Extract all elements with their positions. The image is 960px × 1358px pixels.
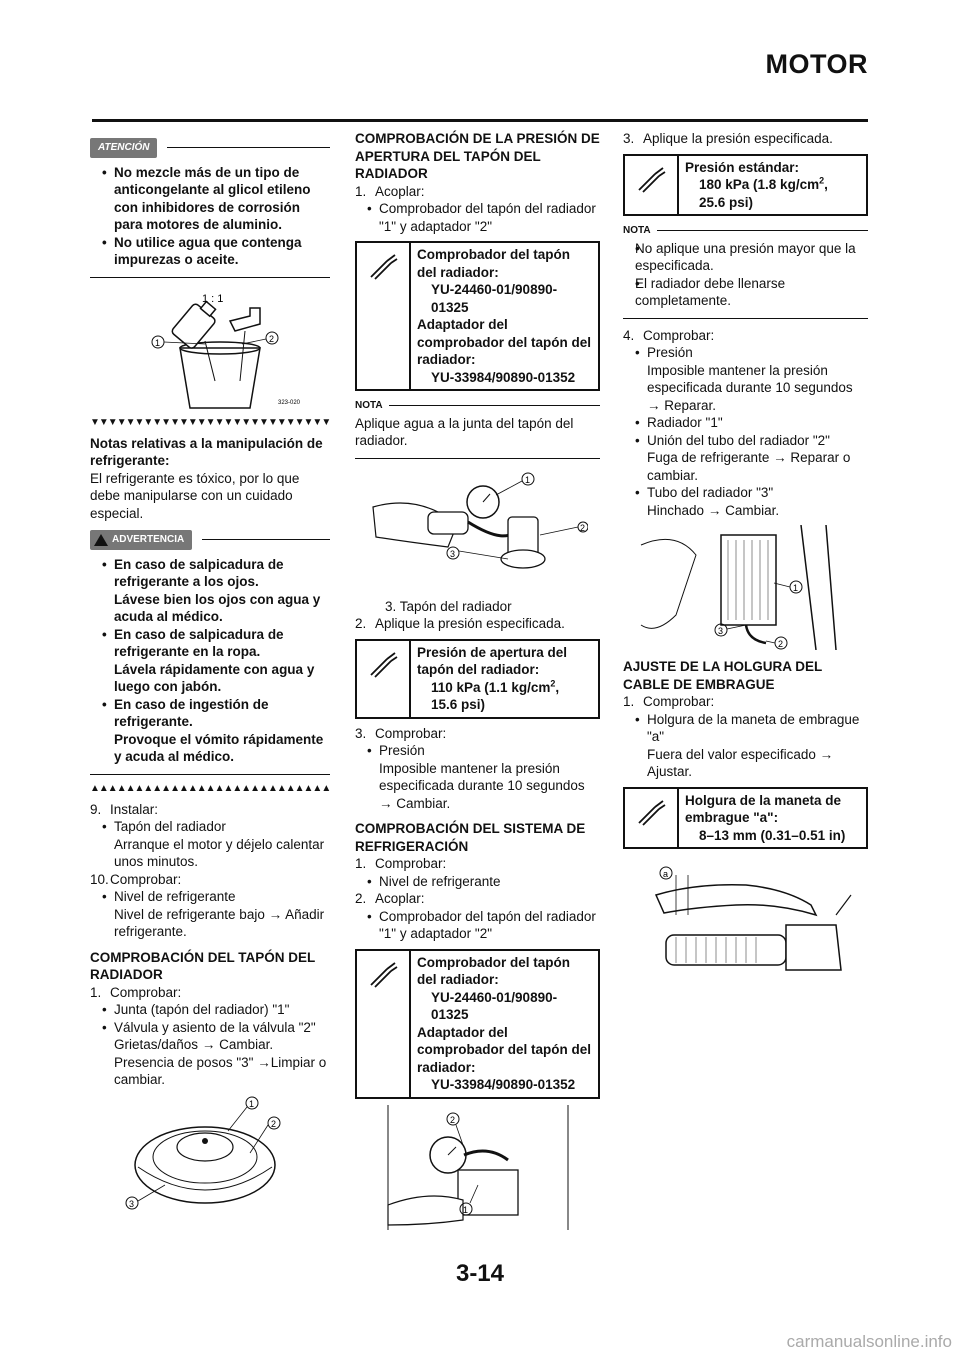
nota-text: Aplique agua a la junta del tapón del radiador.	[355, 415, 574, 448]
cap-text: Grietas/daños → Cambiar.	[114, 1037, 274, 1052]
step-3-text: Imposible mantener la presión especificada durante 10 segundos	[379, 760, 585, 793]
step-3: 3. Comprobar:	[355, 725, 447, 741]
step-4: 4. Comprobar:	[623, 327, 715, 343]
handling-title: Notas relativas a la manipulación de refrigerante:	[90, 435, 323, 468]
callout: a	[662, 869, 668, 879]
callout: 1	[462, 1204, 468, 1215]
step-9: 9. Instalar:	[90, 801, 159, 817]
figure-caption: 3. Tapón del radiador	[385, 598, 512, 614]
arrow-icon: →	[268, 906, 283, 922]
spec-icon	[633, 162, 669, 196]
tool-box: Comprobador del tapón del radiador: YU-24460-01/90890-01325 Adaptador del comprobador del tapón del radiador: YU-33984/90890-01352	[355, 241, 600, 391]
step-4-bullet: • Radiador "1"	[623, 414, 868, 432]
callout: 2	[271, 1118, 277, 1129]
cap-section-title: COMPROBACIÓN DEL TAPÓN DEL RADIADOR	[90, 949, 316, 982]
step-10-bullet: • Nivel de refrigerante	[90, 888, 330, 906]
column-1	[90, 130, 330, 1221]
step-4-bullet: • Tubo del radiador "3"	[623, 484, 868, 502]
tool-icon	[365, 957, 401, 991]
column-2	[355, 130, 600, 1236]
warning-icon	[94, 534, 108, 546]
figure-code: 323-020	[278, 399, 301, 406]
nota-header: NOTA	[623, 222, 868, 240]
clutch-text: Fuera del valor especificado → Ajustar.	[647, 746, 834, 779]
step-10: 10.Comprobar:	[90, 871, 182, 887]
warning-item: • En caso de salpicadura de refrigerante a los ojos. Lávese bien los ojos con agua y acuda al médico.	[90, 556, 330, 626]
callout: 3	[449, 548, 455, 559]
step-3-bullet: • Presión	[355, 742, 600, 760]
step-3-result: → Cambiar.	[379, 795, 451, 811]
nota-item: • No aplique una presión mayor que la especificada.	[623, 240, 868, 275]
warning-label: ADVERTENCIA	[112, 534, 185, 545]
warning-header	[90, 530, 330, 550]
step-4-text: Imposible mantener la presión especificada durante 10 segundos	[647, 362, 853, 395]
nota-item: • El radiador debe llenarse completamente.	[623, 275, 868, 310]
step-3-apply: 3. Aplique la presión especificada.	[623, 131, 833, 146]
radiator-cap-figure	[110, 1095, 310, 1215]
callout: 1	[249, 1098, 255, 1109]
spec-box: Holgura de la maneta de embrague "a": 8–13 mm (0.31–0.51 in)	[623, 787, 868, 850]
caution-item: • No utilice agua que contenga impurezas o aceite.	[90, 234, 330, 269]
step-4-text: Fuga de refrigerante → Reparar o cambiar.	[647, 450, 851, 483]
step-9-text: Arranque el motor y déjelo calentar unos minutos.	[114, 836, 325, 869]
callout: 2	[777, 639, 783, 649]
callout: 1	[792, 583, 798, 593]
arrow-icon: →	[201, 1037, 216, 1052]
column-3	[623, 130, 868, 991]
tool-box: Comprobador del tapón del radiador: YU-24460-01/90890-01325 Adaptador del comprobador del tapón del radiador: YU-33984/90890-01352	[355, 949, 600, 1099]
cooling-section-title: COMPROBACIÓN DEL SISTEMA DE REFRIGERACIÓN	[355, 821, 586, 854]
callout: 2	[449, 1114, 455, 1125]
spec-icon	[633, 795, 669, 829]
clutch-step-1: 1. Comprobar:	[623, 694, 715, 709]
step-10-text: Nivel de refrigerante bajo → Añadir refrigerante.	[114, 906, 325, 939]
warning-start-marks: ▼▼▼▼▼▼▼▼▼▼▼▼▼▼▼▼▼▼▼▼▼▼▼▼▼▼▼	[90, 416, 330, 428]
arrow-icon: →	[647, 397, 661, 413]
spec-box: Presión estándar: 180 kPa (1.8 $kg/cm^2$, 25.6 psi)	[623, 154, 868, 217]
step-2: 2. Aplique la presión especificada.	[355, 616, 565, 631]
warning-item: • En caso de ingestión de refrigerante. Provoque el vómito rápidamente y acuda al médico.	[90, 696, 330, 766]
clutch-lever-figure	[636, 855, 856, 985]
caution-header	[90, 138, 330, 158]
nota-header: NOTA	[355, 397, 600, 415]
cool-step-1: 1. Comprobar:	[355, 856, 447, 871]
page-number: 3-14	[455, 1260, 505, 1287]
caution-label: ATENCIÓN	[90, 138, 157, 158]
clutch-section-title: AJUSTE DE LA HOLGURA DEL CABLE DE EMBRAGUE	[623, 659, 823, 692]
coolant-mix-figure	[110, 286, 310, 411]
callout: 2	[269, 333, 275, 344]
cool-step-2-bullet: • Comprobador del tapón del radiador "1" y adaptador "2"	[355, 908, 600, 943]
step-4-bullet: • Presión	[623, 344, 868, 362]
pressure-section-title: COMPROBACIÓN DE LA PRESIÓN DE APERTURA DEL TAPÓN DEL RADIADOR	[355, 131, 600, 181]
cap-bullet: • Junta (tapón del radiador) "1"	[90, 1001, 330, 1019]
warning-end-marks: ▲▲▲▲▲▲▲▲▲▲▲▲▲▲▲▲▲▲▲▲▲▲▲▲▲▲▲	[90, 782, 330, 794]
arrow-icon: →	[257, 1054, 271, 1070]
cap-tester-figure	[368, 467, 588, 592]
arrow-icon: →	[379, 795, 393, 811]
cap-step-1: 1. Comprobar:	[90, 984, 182, 1000]
caution-item: • No mezcle más de un tipo de anticongelante al glicol etileno con inhibidores de corrosión para motores de aluminio.	[90, 164, 330, 234]
handling-text: El refrigerante es tóxico, por lo que debe manipularse con un cuidado especial.	[90, 470, 300, 521]
step-4-bullet: • Unión del tubo del radiador "2"	[623, 432, 868, 450]
callout: 1	[155, 337, 161, 348]
step-4-text: Hinchado → Cambiar.	[647, 502, 780, 518]
spec-box: Presión de apertura del tapón del radiador: 110 kPa (1.1 $kg/cm^2$, 15.6 psi)	[355, 639, 600, 719]
cap-text: Presencia de posos "3" →Limpiar o cambiar.	[114, 1054, 327, 1087]
callout: 2	[579, 522, 585, 533]
spec-icon	[365, 647, 401, 681]
step-4-result: → Reparar.	[647, 397, 717, 413]
callout: 3	[717, 626, 723, 636]
callout: 3	[129, 1198, 135, 1209]
step-1: 1. Acoplar:	[355, 183, 425, 199]
step-1-bullet: • Comprobador del tapón del radiador "1" y adaptador "2"	[355, 200, 600, 235]
step-9-bullet: • Tapón del radiador	[90, 818, 330, 836]
clutch-bullet: • Holgura de la maneta de embrague "a"	[623, 711, 868, 746]
page-title: MOTOR	[765, 49, 868, 79]
warning-item: • En caso de salpicadura de refrigerante en la ropa. Lávela rápidamente con agua y luego con jabón.	[90, 626, 330, 696]
cooling-system-test-figure	[368, 1105, 588, 1230]
cap-bullet: • Válvula y asiento de la válvula "2"	[90, 1019, 330, 1037]
ratio-label: 1 : 1	[202, 292, 224, 305]
tool-icon	[365, 249, 401, 283]
arrow-icon: →	[819, 746, 834, 762]
watermark: carmanualsonline.info	[786, 1332, 952, 1351]
arrow-icon: →	[707, 502, 722, 518]
cool-step-1-bullet: • Nivel de refrigerante	[355, 873, 600, 891]
arrow-icon: →	[773, 450, 787, 465]
cool-step-2: 2. Acoplar:	[355, 891, 425, 906]
top-rule	[92, 119, 868, 122]
radiator-figure	[636, 525, 856, 650]
callout: 1	[524, 474, 530, 485]
